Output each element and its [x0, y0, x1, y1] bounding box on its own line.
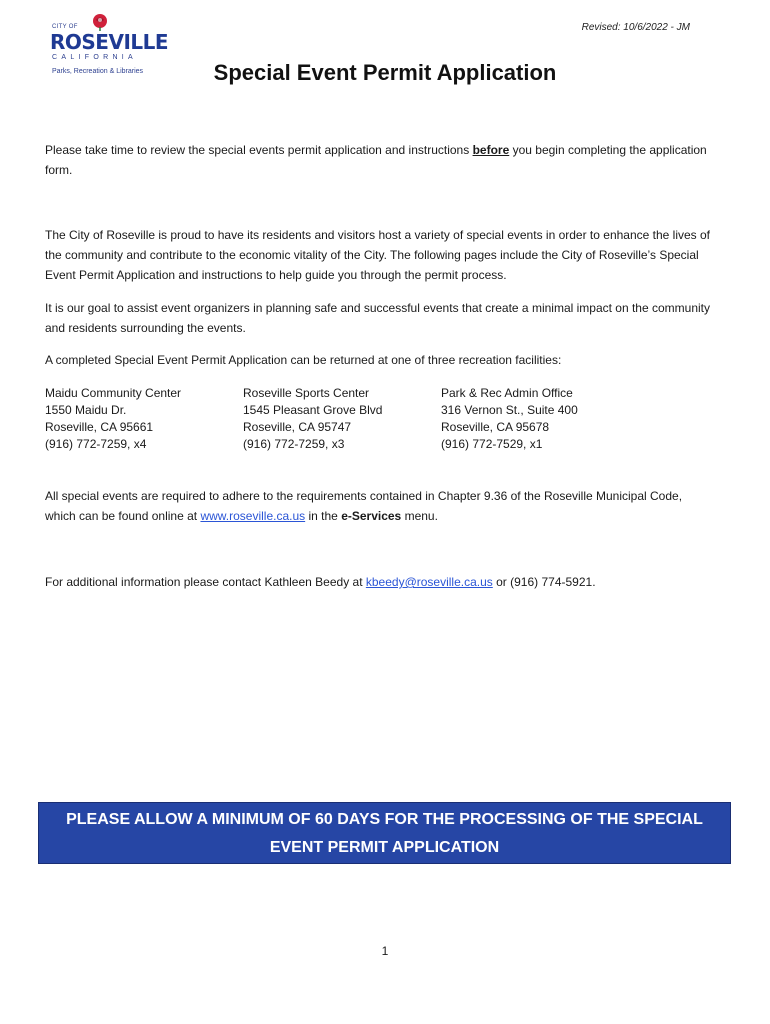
- facility-maidu: [45, 385, 240, 453]
- intro-emphasis: before: [472, 143, 510, 157]
- page-number: 1: [381, 944, 389, 958]
- roseville-website-link[interactable]: www.roseville.ca.us: [200, 509, 306, 523]
- facility-address: 1545 Pleasant Grove Blvd: [243, 403, 383, 417]
- facility-sports-center: [243, 385, 438, 453]
- processing-notice-banner: PLEASE ALLOW A MINIMUM OF 60 DAYS FOR THE PROCESSING OF THE SPECIAL EVENT PERMIT APPLICATION: [38, 802, 731, 864]
- goal-paragraph: It is our goal to assist event organizers in planning safe and successful events that create a minimal impact on the community and residents surrounding the events.: [45, 301, 711, 335]
- facility-city: Roseville, CA 95661: [45, 420, 154, 434]
- facility-name: Park & Rec Admin Office: [441, 386, 573, 400]
- facility-address: 316 Vernon St., Suite 400: [441, 403, 578, 417]
- facility-address: 1550 Maidu Dr.: [45, 403, 127, 417]
- contact-text-end: or (916) 774-5921.: [492, 575, 596, 589]
- logo-state: CALIFORNIA: [52, 54, 138, 61]
- contact-text-start: For additional information please contact Kathleen Beedy at: [45, 575, 366, 589]
- facility-phone: (916) 772-7259, x3: [243, 437, 345, 451]
- intro-text-start: Please take time to review the special events permit application and instructions: [45, 143, 473, 157]
- e-services-label: e-Services: [341, 509, 402, 523]
- return-paragraph: A completed Special Event Permit Application can be returned at one of three recreation facilities:: [45, 353, 562, 367]
- facility-city: Roseville, CA 95747: [243, 420, 352, 434]
- revised-date: Revised: 10/6/2022 - JM: [581, 22, 690, 33]
- code-text-end: menu.: [401, 509, 438, 523]
- code-text-start: All special events are required to adhere to the requirements contained in Chapter 9.36 of the Roseville Municipal Code, which can be found online at: [45, 489, 683, 523]
- code-text-middle: in the: [305, 509, 342, 523]
- logo-city-of: CITY OF: [52, 24, 78, 30]
- page-title: Special Event Permit Application: [213, 60, 557, 85]
- intro-paragraph: [45, 140, 710, 180]
- facility-phone: (916) 772-7259, x4: [45, 437, 147, 451]
- facility-phone: (916) 772-7529, x1: [441, 437, 543, 451]
- municipal-code-paragraph: [45, 486, 710, 526]
- logo-city-name: ROSEVILLE: [50, 30, 169, 54]
- facility-name: Maidu Community Center: [45, 386, 182, 400]
- facility-name: Roseville Sports Center: [243, 386, 370, 400]
- logo-department: Parks, Recreation & Libraries: [52, 68, 144, 75]
- facility-admin-office: [441, 385, 636, 453]
- facility-city: Roseville, CA 95678: [441, 420, 550, 434]
- rose-icon: [90, 12, 110, 32]
- about-paragraph: The City of Roseville is proud to have its residents and visitors host a variety of special events in order to enhance the lives of the community and contribute to the economic vitality of the City. The following pages include the City of Roseville’s Special Event Permit Application and instructions to help guide you through the permit process.: [45, 228, 711, 282]
- intro-text-end: you begin completing the application form.: [45, 143, 707, 177]
- contact-email-link[interactable]: kbeedy@roseville.ca.us: [365, 575, 493, 589]
- contact-paragraph: [45, 572, 710, 592]
